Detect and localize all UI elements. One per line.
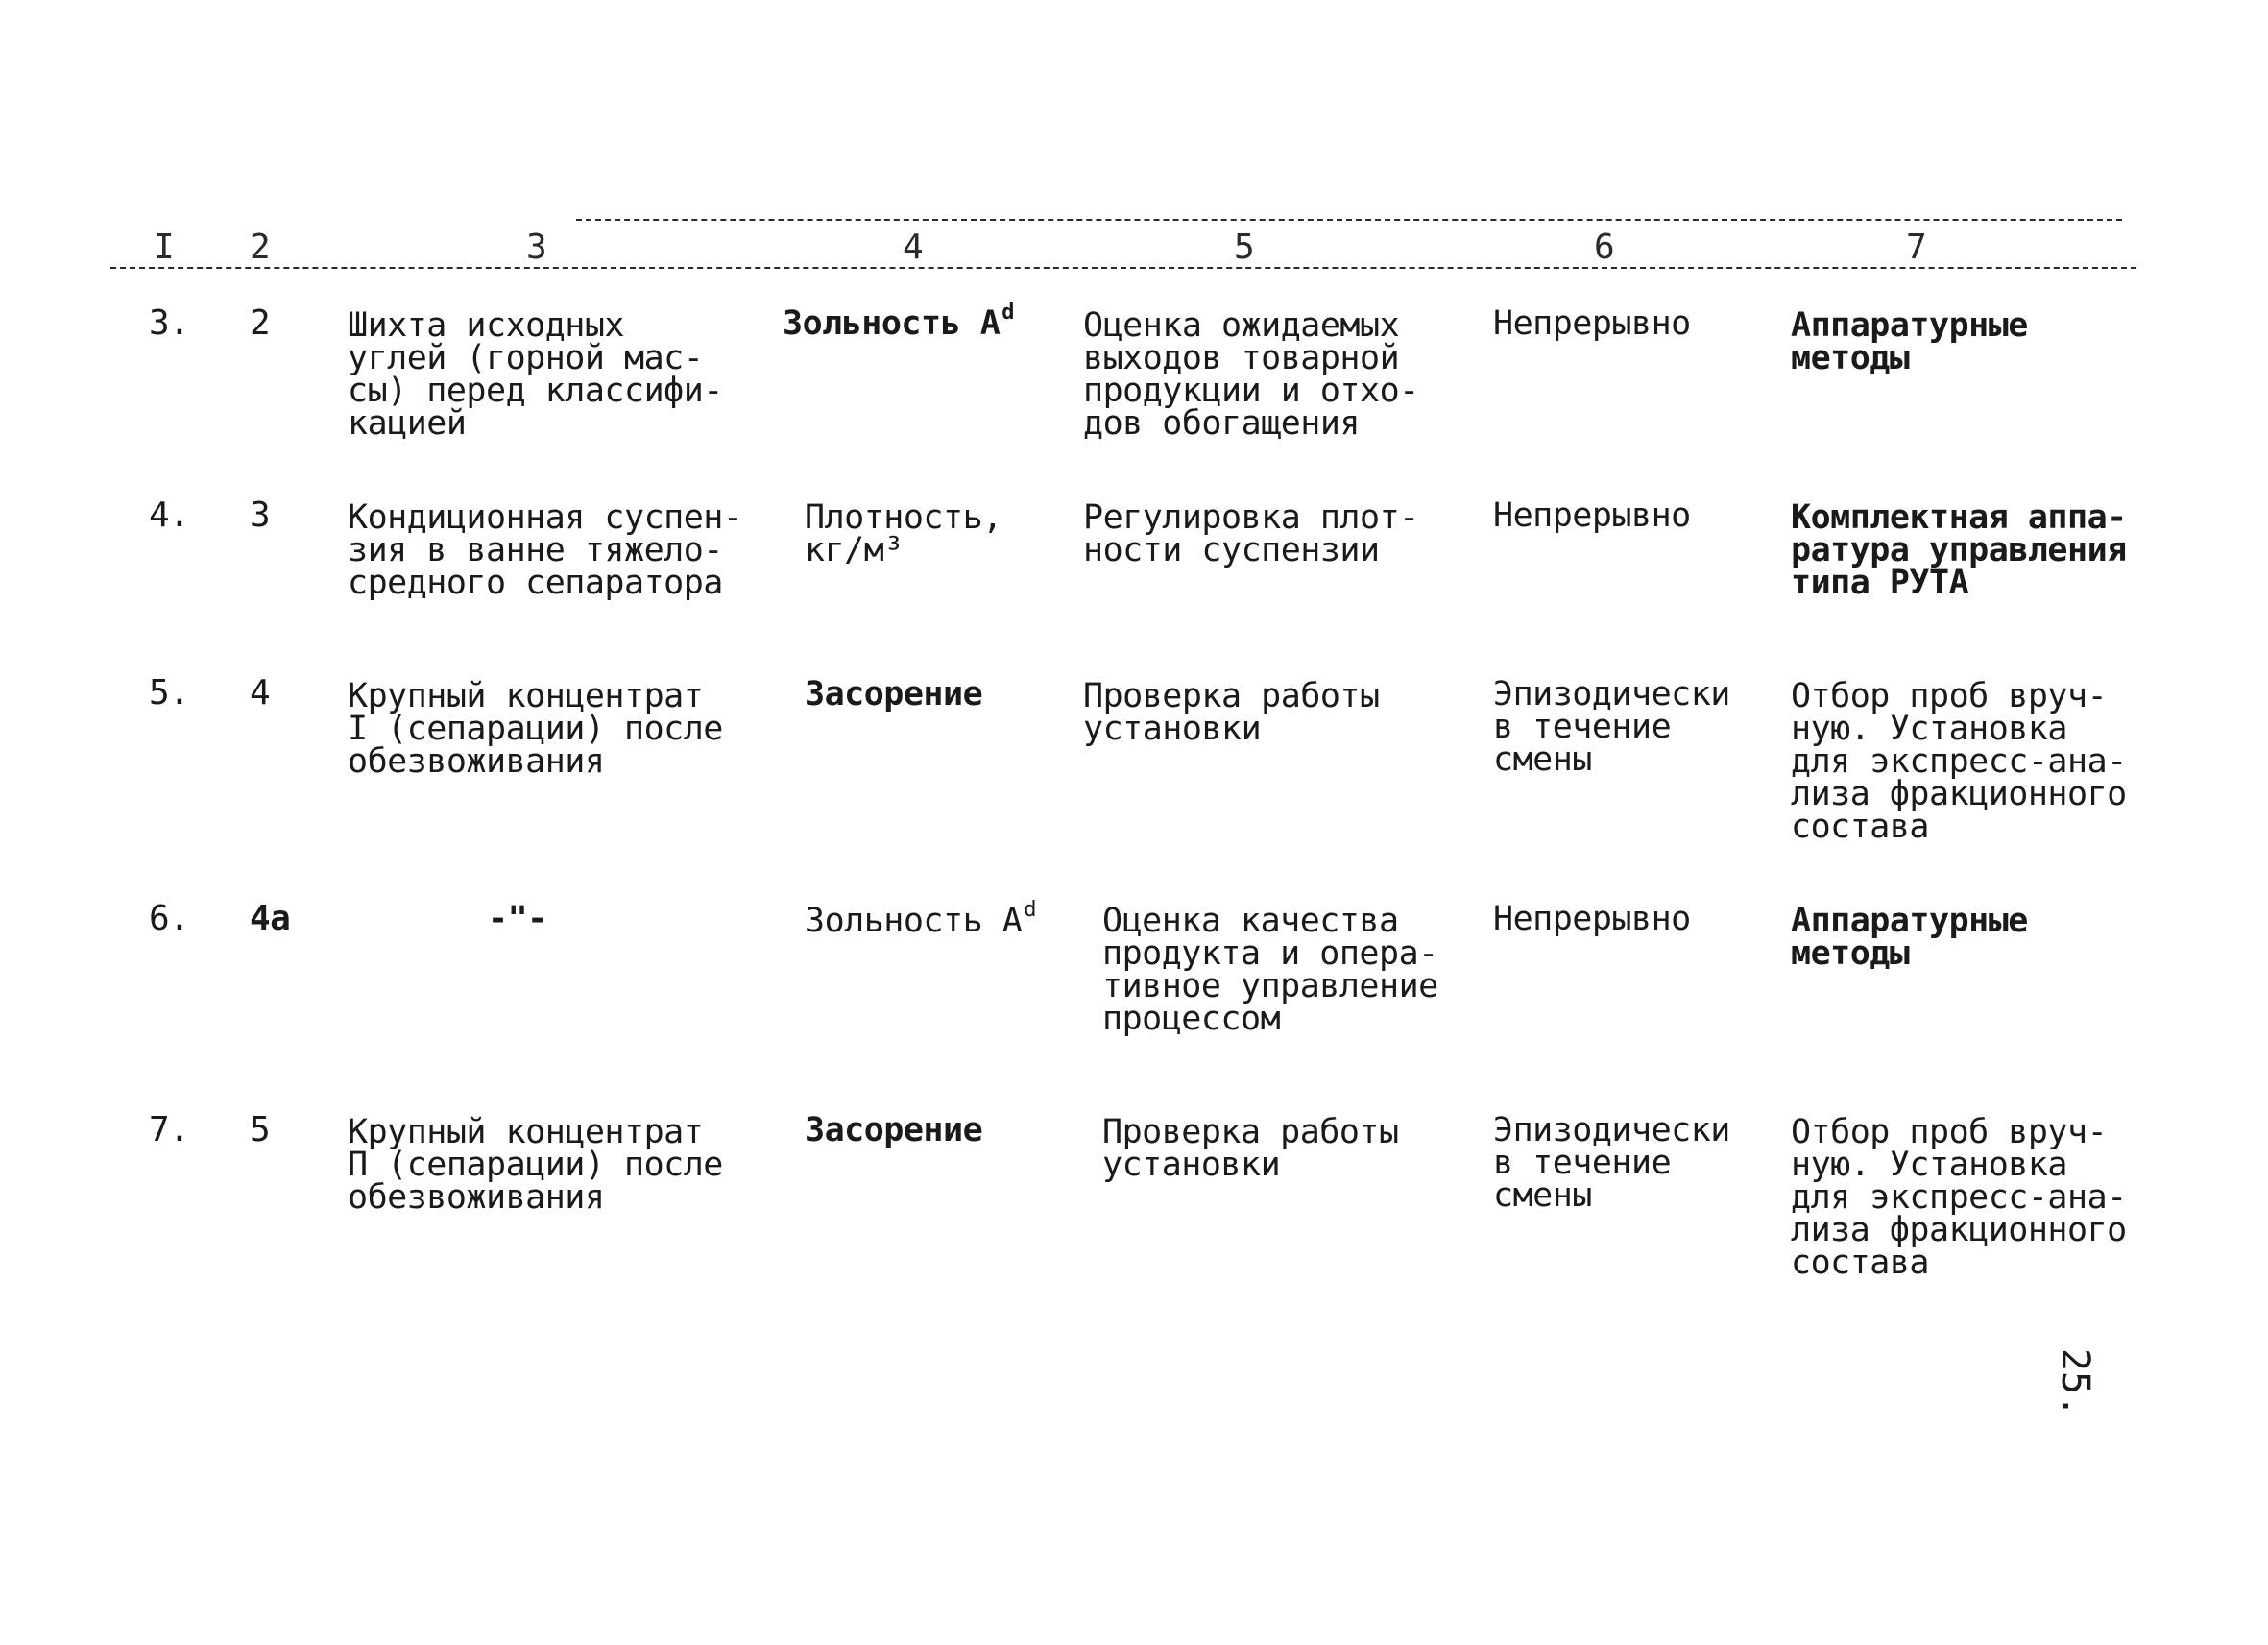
header-bottom-rule: [110, 267, 2136, 269]
row-purpose: Регулировка плот- ности суспензии: [1083, 498, 1419, 569]
row-parameter: [805, 898, 1037, 942]
row-point: 2: [250, 303, 271, 343]
row-frequency: Непрерывно: [1493, 304, 1691, 343]
row-number: 5.: [149, 673, 190, 713]
page-number: 25.: [2053, 1347, 2098, 1418]
row-point: 3: [250, 496, 271, 535]
row-object: Крупный концентрат П (сепарации) после обезвоживания: [348, 1113, 723, 1217]
row-method: Отбор проб вруч- ную. Установка для экспресс-ана- лиза фракционного состава: [1791, 677, 2127, 846]
parameter-superscript: d: [1024, 898, 1037, 922]
row-parameter: Засорение: [805, 675, 983, 714]
row-object: Крупный концентрат I (сепарации) после обезвоживания: [348, 677, 723, 781]
row-object: Кондиционная суспен- зия в ванне тяжело- средного сепаратора: [348, 498, 743, 602]
row-method: Отбор проб вруч- ную. Установка для экспресс-ана- лиза фракционного состава: [1791, 1113, 2127, 1282]
row-point: 4а: [250, 899, 291, 938]
row-purpose: Проверка работы установки: [1102, 1113, 1399, 1184]
row-number: 6.: [149, 899, 190, 938]
parameter-text: Зольность А: [783, 304, 1001, 343]
row-object: Шихта исходных углей (горной мас- сы) перед классифи- кацией: [348, 306, 723, 443]
row-parameter: [783, 301, 1015, 345]
parameter-superscript: d: [1001, 301, 1015, 325]
parameter-text: Зольность А: [805, 902, 1023, 940]
row-method: Аппаратурные методы: [1791, 902, 2028, 973]
row-number: 4.: [149, 496, 190, 535]
row-point: 4: [250, 673, 271, 713]
row-purpose: Оценка качества продукта и опера- тивное управление процессом: [1102, 902, 1438, 1038]
row-parameter: Плотность, кг/м³: [805, 498, 1002, 569]
column-number-1: I: [154, 228, 175, 267]
column-number-2: 2: [250, 228, 271, 267]
row-parameter: Засорение: [805, 1111, 983, 1149]
column-number-4: 4: [903, 228, 924, 267]
row-purpose: Проверка работы установки: [1083, 677, 1380, 748]
row-object: -"-: [488, 900, 547, 938]
header-top-rule: [576, 219, 2122, 221]
column-number-6: 6: [1594, 228, 1615, 267]
column-number-3: 3: [526, 228, 547, 267]
row-point: 5: [250, 1110, 271, 1149]
column-number-5: 5: [1234, 228, 1255, 267]
row-number: 3.: [149, 303, 190, 343]
row-frequency: Непрерывно: [1493, 496, 1691, 535]
row-frequency: Эпизодически в течение смены: [1493, 1111, 1730, 1215]
column-number-7: 7: [1906, 228, 1927, 267]
row-method: Комплектная аппа- ратура управления типа РУТА: [1791, 498, 2127, 602]
row-number: 7.: [149, 1110, 190, 1149]
row-method: Аппаратурные методы: [1791, 306, 2028, 377]
row-frequency: Непрерывно: [1493, 900, 1691, 938]
row-purpose: Оценка ожидаемых выходов товарной продукции и отхо- дов обогащения: [1083, 306, 1419, 443]
row-frequency: Эпизодически в течение смены: [1493, 675, 1730, 779]
